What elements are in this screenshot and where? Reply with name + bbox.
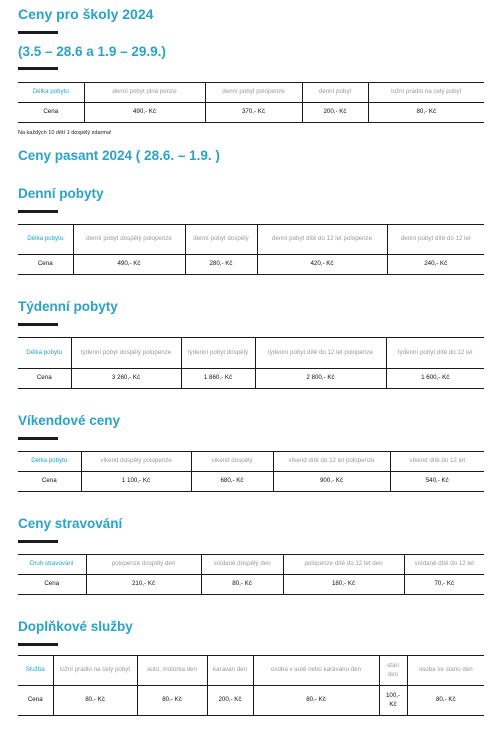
table-cell: 490,- Kč [84,103,205,123]
table-header-cell: denní pobyt dospělý polopenze [73,225,185,255]
table-header-cell: denní pobyt polopenze [205,83,302,103]
section-title-food: Ceny stravování [18,516,123,531]
table-cell: 680,- Kč [191,472,273,492]
table-row [18,103,484,123]
free-adult-note: Na každých 10 dětí 1 dospělý zdarma! [18,130,112,136]
table-cell: 80,- Kč [253,686,379,716]
table-header-cell: auto, motorka den [137,656,207,686]
table-header-cell: ložní prádlo na celý pobyt [391,88,462,96]
table-header-cell: víkend dospělý [191,452,273,472]
table-cell: 70,- Kč [434,580,455,588]
table-cell: Cena [18,369,71,389]
title-underline [18,210,58,213]
title-underline [18,31,58,34]
table-header-cell: víkend dítě do 12 let [409,457,466,465]
table-cell: Cena [18,472,81,492]
table-header-cell: denní pobyt dospělý [185,225,257,255]
table-header-row [18,83,484,103]
table-header-cell: ložní prádlo na celý pobyt [53,656,137,686]
day-price-table [18,224,484,275]
table-header-cell: karavan den [207,656,253,686]
table-cell: 180,- Kč [283,575,404,595]
table-header-cell: týdenní pobyt dítě do 12 let polopenze [255,338,386,369]
table-header-cell: Délka pobytu [18,225,73,255]
table-cell: 80,- Kč [53,686,137,716]
schools-title: Ceny pro školy 2024 [18,6,154,22]
table-cell: Cena [18,103,84,123]
table-header-cell: denní pobyt [302,83,368,103]
section-title-day: Denní pobyty [18,186,104,201]
table-cell: 1 100,- Kč [81,472,191,492]
title-underline [18,437,58,440]
title-underline [18,540,58,543]
weekend-price-table [18,451,484,492]
table-header-cell: Délka pobytu [18,452,81,472]
table-header-cell: osoba v autě nebo karavanu den [253,656,379,686]
table-cell: 80,- Kč [435,696,456,704]
table-cell: 200,- Kč [302,103,368,123]
table-cell: 210,- Kč [86,575,201,595]
table-cell: 420,- Kč [257,255,387,275]
table-cell: 370,- Kč [205,103,302,123]
table-header-cell: polopenze dospělý den [86,555,201,575]
table-header-cell: osoba ve stanu den [418,666,473,674]
table-cell: 1 860,- Kč [181,369,255,389]
table-header-cell: Délka pobytu [18,338,71,369]
table-header-cell: snídaně dítě do 12 let [414,560,474,568]
table-header-cell: denní pobyt dítě do 12 let [400,235,471,243]
table-cell: 540,- Kč [425,477,449,485]
table-cell: 80,- Kč [201,575,283,595]
title-underline [18,643,58,646]
table-row [18,686,484,716]
table-header-cell: týdenní pobyt dítě do 12 let [397,348,473,356]
table-header-cell: týdenní pobyt dospělý [181,338,255,369]
table-cell: 900,- Kč [273,472,390,492]
table-cell: 100,- Kč [379,686,407,716]
table-cell: 280,- Kč [185,255,257,275]
table-row [18,472,484,492]
table-header-cell: polopenze dítě do 12 let den [283,555,404,575]
table-header-row [18,656,484,686]
section-title-weekend: Víkendové ceny [18,413,121,428]
table-cell: 2 800,- Kč [255,369,386,389]
title-underline [18,67,58,70]
week-price-table [18,337,484,389]
table-cell: 490,- Kč [73,255,185,275]
section-title-extra: Doplňkové služby [18,619,133,634]
table-row [18,575,484,595]
table-header-cell: Délka pobytu [18,83,84,103]
table-row [18,369,484,389]
table-row [18,255,484,275]
table-cell: Cena [18,686,53,716]
table-header-cell: stan den [379,656,407,686]
table-header-cell: denní pobyt plná penze [84,83,205,103]
schools-price-table [18,82,484,123]
table-cell: 80,- Kč [137,686,207,716]
schools-dates: (3.5 – 28.6 a 1.9 – 29.9.) [18,44,166,59]
table-header-cell: Druh stravování [18,555,86,575]
table-cell: 80,- Kč [416,108,437,116]
table-header-cell: denní pobyt dítě do 12 let polopenze [257,225,387,255]
food-price-table [18,554,484,595]
table-header-row [18,225,484,255]
table-header-cell: víkend dospělý polopenze [81,452,191,472]
table-cell: 1 600,- Kč [421,374,450,382]
table-header-cell: víkend dítě do 12 let polopenze [273,452,390,472]
extra-services-table [18,655,484,716]
table-header-cell: Služba [18,656,53,686]
table-header-cell: týdenní pobyt dospělý polopenze [71,338,181,369]
table-cell: 200,- Kč [207,686,253,716]
pasant-title: Ceny pasant 2024 ( 28.6. – 1.9. ) [18,148,220,163]
table-cell: Cena [18,575,86,595]
table-cell: 240,- Kč [424,260,448,268]
table-header-row [18,555,484,575]
table-header-cell: snídaně dospělý den [201,555,283,575]
table-header-row [18,338,484,369]
table-header-row [18,452,484,472]
section-title-week: Týdenní pobyty [18,299,118,314]
table-cell: Cena [18,255,73,275]
table-cell: 3 260,- Kč [71,369,181,389]
title-underline [18,323,58,326]
